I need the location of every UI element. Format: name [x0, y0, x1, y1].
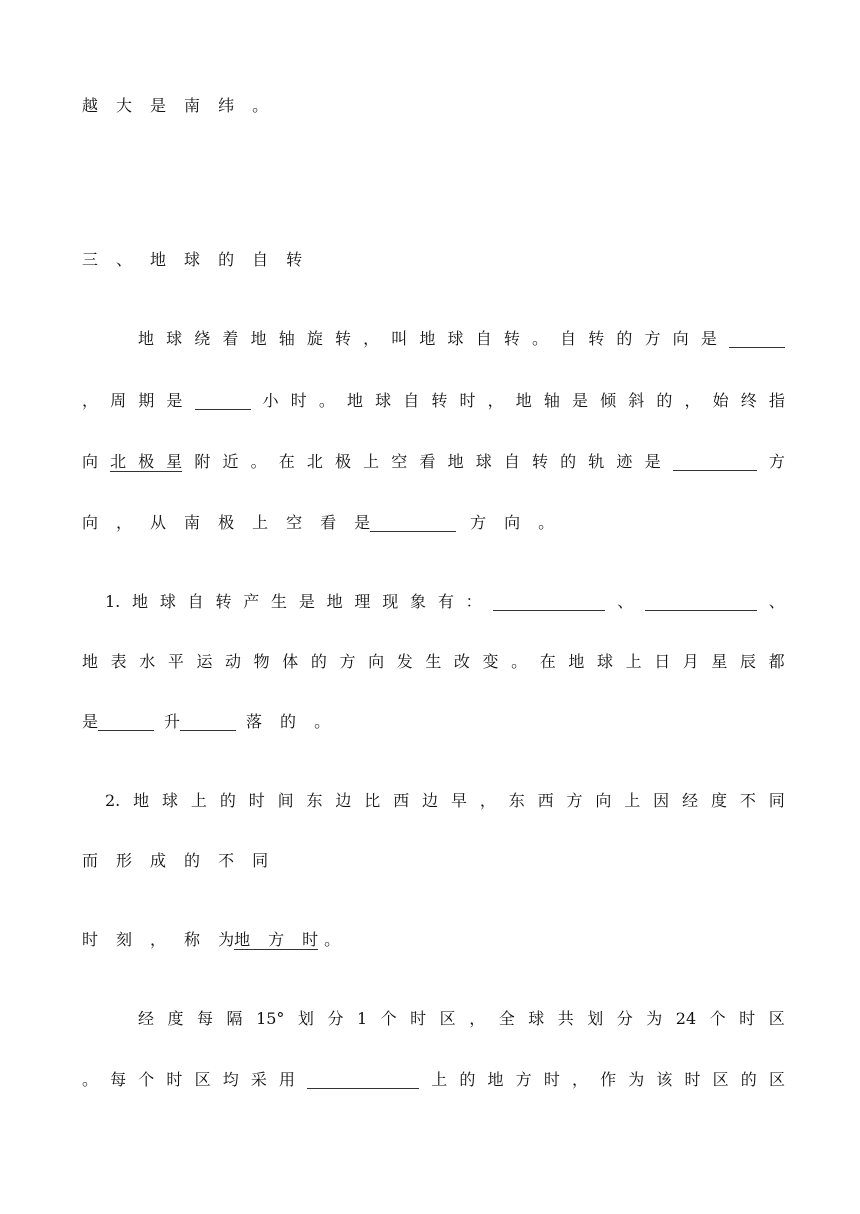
- text-line-4: ， 周 期 是 小 时 。 地 球 自 转 时 ， 地 轴 是 倾 斜 的 ， 始 终 指: [82, 391, 785, 410]
- text-line-14: 。 每 个 时 区 均 采 用 上 的 地 方 时 ， 作 为 该 时 区 的 区: [82, 1070, 785, 1089]
- fill-blank[interactable]: [180, 714, 236, 731]
- text-line-5: 向 北 极 星 附 近 。 在 北 极 上 空 看 地 球 自 转 的 轨 迹 是 方: [82, 451, 785, 471]
- text-line-9: 是 升 落 的 。: [82, 712, 331, 731]
- text-line-1: 越 大 是 南 纬 。: [82, 96, 269, 115]
- text-line-13: 经 度 每 隔 15° 划 分 1 个 时 区 ， 全 球 共 划 分 为 24 个 时 区: [138, 1009, 785, 1028]
- text-line-12: 时 刻 ， 称 为 地 方 时 。: [82, 929, 341, 949]
- fill-blank[interactable]: [493, 594, 605, 611]
- text-line-6: 向 ， 从 南 极 上 空 看 是 方 向 。: [82, 513, 555, 532]
- fill-blank[interactable]: [370, 515, 456, 532]
- item-number: 1.: [105, 592, 121, 611]
- text-line-8: 地 表 水 平 运 动 物 体 的 方 向 发 生 改 变 。 在 地 球 上 日 月 星 辰 都: [82, 652, 785, 671]
- fill-blank[interactable]: [729, 331, 785, 348]
- item-number: 2.: [105, 791, 121, 810]
- fill-blank[interactable]: [307, 1072, 419, 1089]
- fill-blank[interactable]: [645, 594, 757, 611]
- underlined-answer: 地 方 时: [234, 929, 319, 949]
- fill-blank[interactable]: [98, 714, 154, 731]
- fill-blank[interactable]: [195, 393, 251, 410]
- underlined-answer: 北 极 星: [110, 451, 183, 471]
- text-line-11: 而 形 成 的 不 同: [82, 851, 269, 870]
- text-line-10: 2. 地 球 上 的 时 间 东 边 比 西 边 早 ， 东 西 方 向 上 因 经 度 不 同: [105, 789, 785, 813]
- section-heading: 三 、 地 球 的 自 转: [82, 250, 303, 269]
- fill-blank[interactable]: [673, 454, 757, 471]
- text-line-7: 1. 地 球 自 转 产 生 是 地 理 现 象 有 ： 、 、: [105, 590, 785, 614]
- text-line-3: 地 球 绕 着 地 轴 旋 转 ， 叫 地 球 自 转 。 自 转 的 方 向 是: [138, 327, 785, 351]
